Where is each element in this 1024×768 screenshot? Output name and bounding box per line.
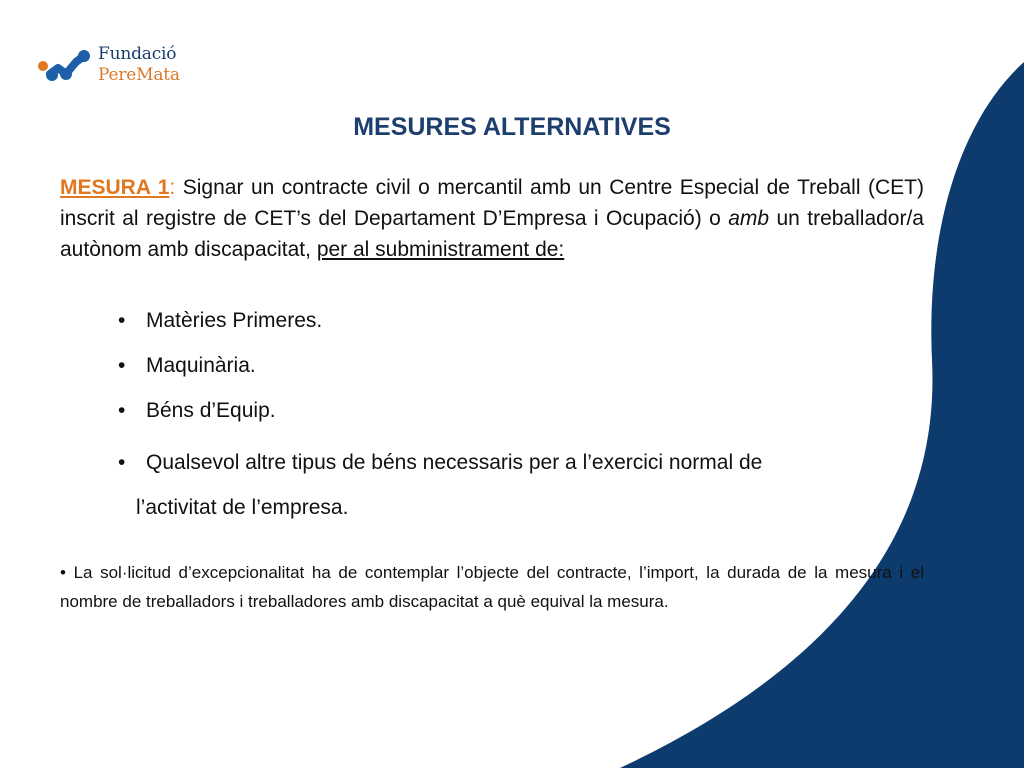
- list-item-long: [118, 440, 924, 530]
- note-paragraph: • La sol·licitud d’excepcionalitat ha de contemplar l’objecte del contracte, l’import, la durada de la mesura i el nombre de treballadors i treballadores amb discapacitat a què equival la mesura.: [60, 563, 924, 611]
- foundation-logo: [36, 44, 206, 92]
- bullet-icon: •: [118, 354, 126, 377]
- slide-title: MESURES ALTERNATIVES: [353, 113, 671, 141]
- bullet-icon: •: [118, 309, 126, 332]
- logo-wordmark: [98, 44, 180, 86]
- bullet-icon: •: [118, 451, 126, 474]
- list-item: [118, 395, 924, 426]
- measure-text-b: un treballador/a autònom amb discapacitat,: [60, 207, 924, 261]
- measure-colon: :: [169, 176, 176, 199]
- list-item-long-line2: l’activitat de l’empresa.: [136, 496, 349, 519]
- bullet-icon: •: [118, 399, 126, 422]
- measure-text-a: Signar un contracte civil o mercantil amb un Centre Especial de Treball (CET) inscrit al registre de CET’s del Departament D’Empresa i Ocupació) o: [60, 176, 924, 230]
- list-item-text: Béns d’Equip.: [146, 399, 276, 422]
- list-item-long-line1: Qualsevol altre tipus de béns necessaris per a l’exercici normal de: [146, 451, 763, 474]
- measure-label: MESURA 1: [60, 176, 170, 199]
- logo-line1: Fundació: [98, 44, 177, 64]
- list-item-text: Maquinària.: [146, 354, 256, 377]
- measure-text-em: amb: [728, 207, 770, 230]
- logo-dots-icon: [36, 44, 96, 92]
- supply-items-list: [60, 305, 924, 530]
- slide-content: [60, 112, 924, 633]
- list-item-text: Matèries Primeres.: [146, 309, 323, 332]
- measure-paragraph: [60, 172, 924, 265]
- list-item: [118, 305, 924, 336]
- measure-text-underlined: per al subministrament de:: [316, 238, 565, 261]
- list-item: [118, 350, 924, 381]
- logo-line2: PereMata: [98, 65, 180, 85]
